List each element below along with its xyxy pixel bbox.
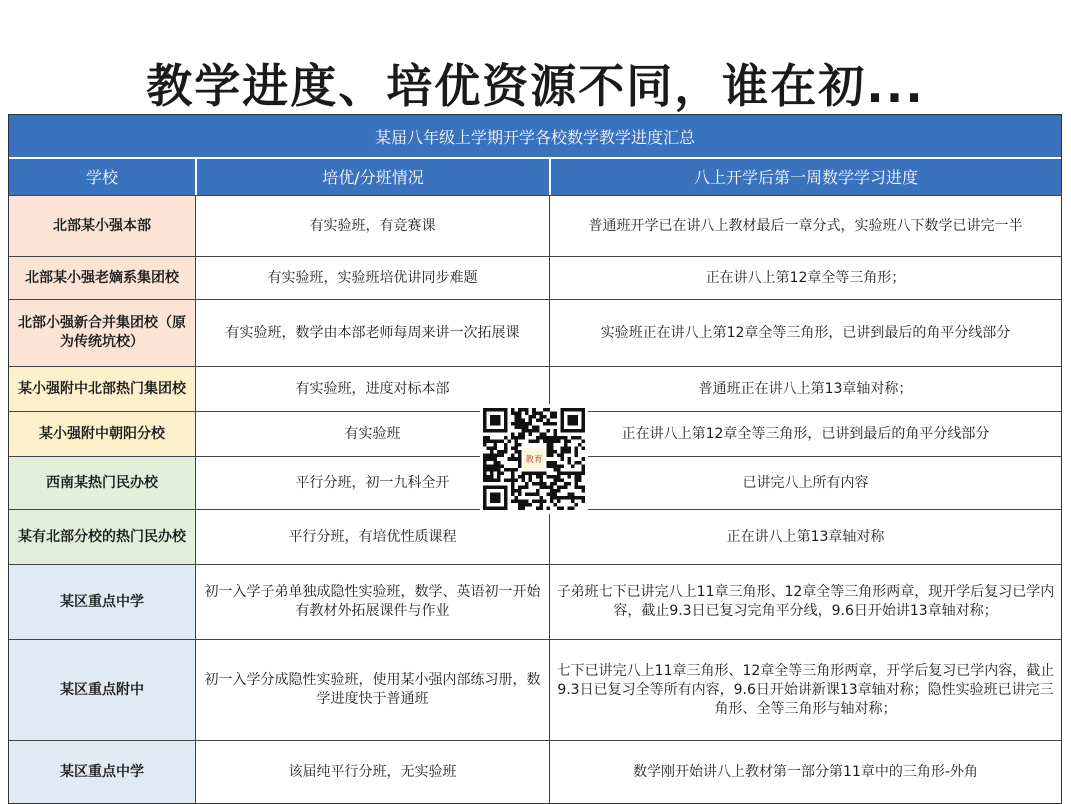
table-caption: 某届八年级上学期开学各校数学教学进度汇总 <box>9 115 1061 159</box>
school-cell: 北部某小强本部 <box>9 196 195 256</box>
school-cell: 某区重点中学 <box>9 565 195 639</box>
table-row <box>9 740 1061 803</box>
grouping-cell: 平行分班，初一九科全开 <box>195 457 549 509</box>
qr-center-label: 教育 <box>525 454 543 465</box>
grouping-cell: 有实验班，数学由本部老师每周来讲一次拓展课 <box>195 300 549 366</box>
table-row <box>9 564 1061 639</box>
progress-cell: 正在讲八上第12章全等三角形，已讲到最后的角平分线部分 <box>549 412 1061 456</box>
header-grouping: 培优/分班情况 <box>195 159 549 195</box>
page-title: 教学进度、培优资源不同，谁在初... <box>146 59 925 113</box>
grouping-cell: 初一入学子弟单独成隐性实验班，数学、英语初一开始有教材外拓展课件与作业 <box>195 565 549 639</box>
qr-code-icon <box>480 404 588 514</box>
progress-cell: 实验班正在讲八上第12章全等三角形，已讲到最后的角平分线部分 <box>549 300 1061 366</box>
header-progress: 八上开学后第一周数学学习进度 <box>549 159 1061 195</box>
table-row <box>9 195 1061 256</box>
grouping-cell: 初一入学分成隐性实验班，使用某小强内部练习册，数学进度快于普通班 <box>195 640 549 740</box>
table-header-row <box>9 159 1061 195</box>
school-cell: 某小强附中朝阳分校 <box>9 412 195 456</box>
header-school: 学校 <box>9 159 195 195</box>
progress-cell: 已讲完八上所有内容 <box>549 457 1061 509</box>
school-cell: 北部某小强老嫡系集团校 <box>9 257 195 299</box>
school-cell: 某区重点附中 <box>9 640 195 740</box>
school-cell: 北部小强新合并集团校（原为传统坑校） <box>9 300 195 366</box>
grouping-cell: 该届纯平行分班，无实验班 <box>195 741 549 803</box>
grouping-cell: 有实验班，实验班培优讲同步难题 <box>195 257 549 299</box>
grouping-cell: 有实验班 <box>195 412 549 456</box>
table-row <box>9 639 1061 740</box>
grouping-cell: 有实验班，进度对标本部 <box>195 367 549 411</box>
grouping-cell: 平行分班，有培优性质课程 <box>195 510 549 564</box>
progress-cell: 七下已讲完八上11章三角形、12章全等三角形两章，开学后复习已学内容，截止9.3日已复习全等所有内容，9.6日开始讲新课13章轴对称；隐性实验班已讲完三角形、全等三角形与轴对称； <box>549 640 1061 740</box>
school-cell: 某有北部分校的热门民办校 <box>9 510 195 564</box>
table-row <box>9 256 1061 299</box>
progress-cell: 普通班正在讲八上第13章轴对称； <box>549 367 1061 411</box>
progress-cell: 正在讲八上第13章轴对称 <box>549 510 1061 564</box>
progress-cell: 普通班开学已在讲八上教材最后一章分式，实验班八下数学已讲完一半 <box>549 196 1061 256</box>
school-cell: 某小强附中北部热门集团校 <box>9 367 195 411</box>
grouping-cell: 有实验班，有竞赛课 <box>195 196 549 256</box>
school-cell: 某区重点中学 <box>9 741 195 803</box>
table-row <box>9 299 1061 366</box>
school-cell: 西南某热门民办校 <box>9 457 195 509</box>
progress-cell: 子弟班七下已讲完八上11章三角形、12章全等三角形两章，现开学后复习已学内容，截止9.3日已复习完角平分线，9.6日开始讲13章轴对称； <box>549 565 1061 639</box>
table-row <box>9 509 1061 564</box>
progress-cell: 正在讲八上第12章全等三角形； <box>549 257 1061 299</box>
progress-cell: 数学刚开始讲八上教材第一部分第11章中的三角形-外角 <box>549 741 1061 803</box>
